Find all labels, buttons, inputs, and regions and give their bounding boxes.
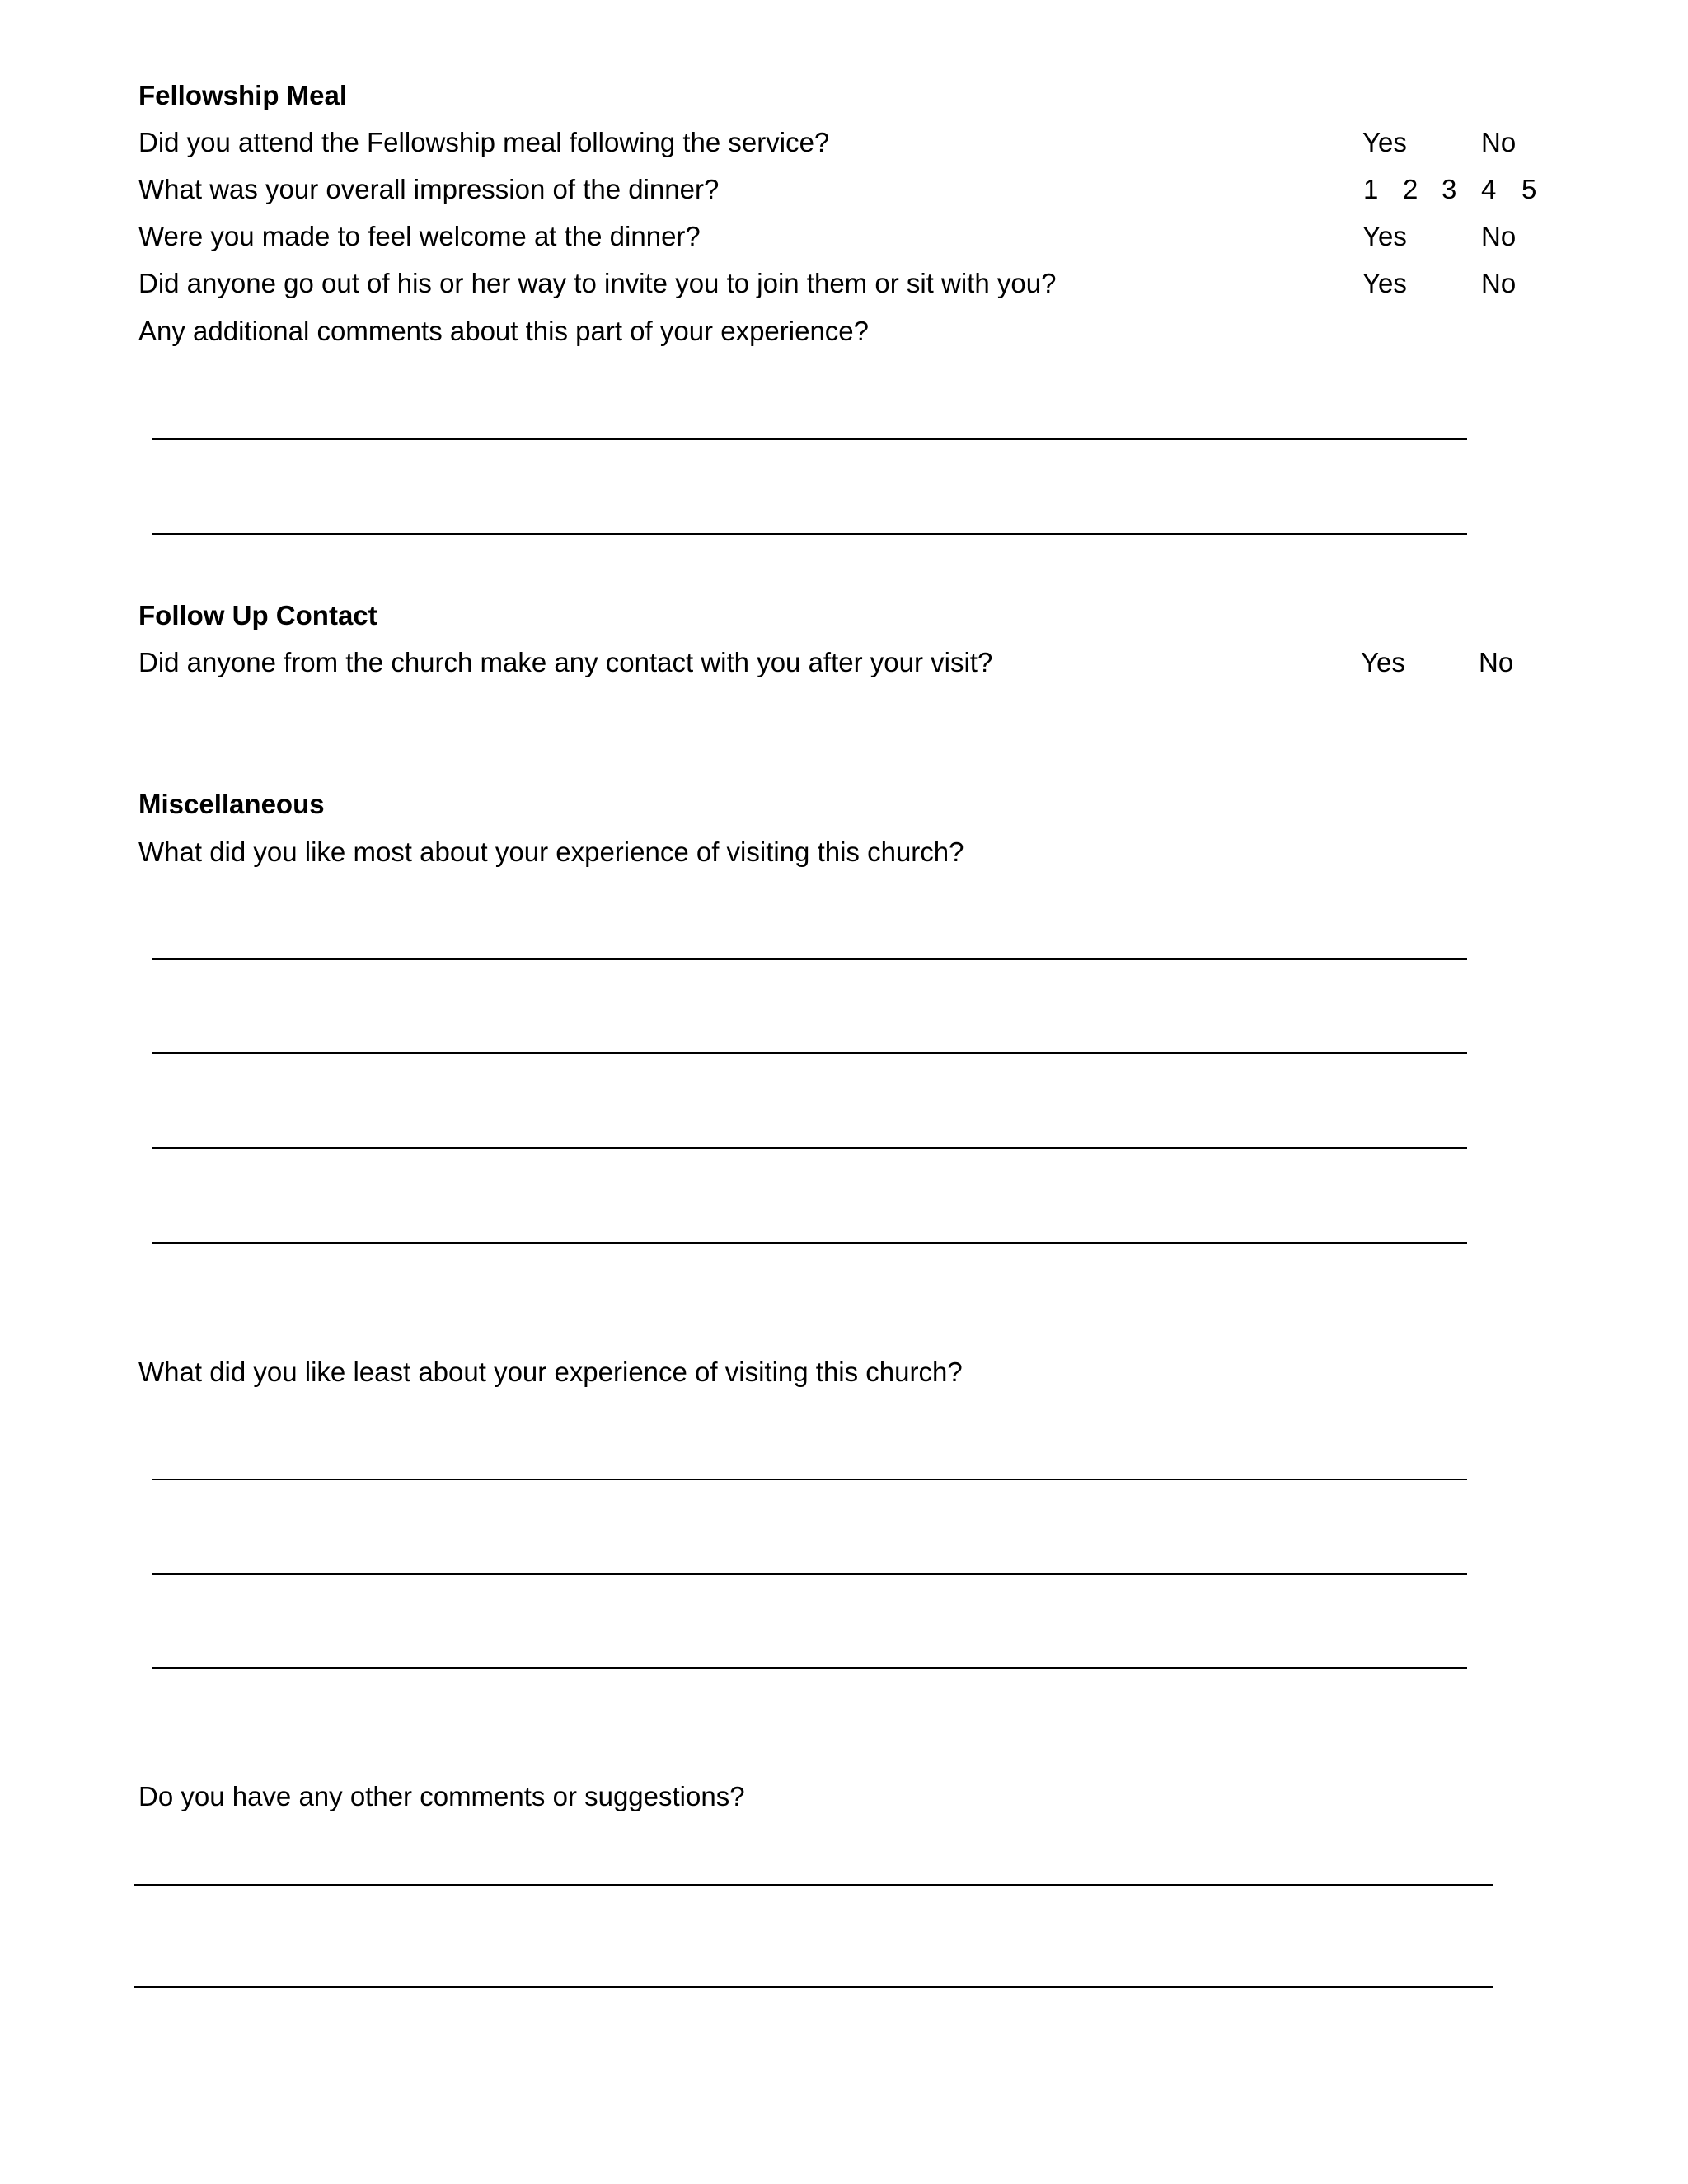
answer-yes-attend-meal[interactable]: Yes bbox=[1362, 127, 1407, 157]
rating-option-2[interactable]: 2 bbox=[1403, 174, 1418, 204]
question-follow-up-contact: Did anyone from the church make any contact with you after your visit? bbox=[138, 647, 993, 677]
rating-option-1[interactable]: 1 bbox=[1363, 174, 1379, 204]
question-liked-most: What did you like most about your experience of visiting this church? bbox=[138, 837, 964, 867]
answer-line-liked-most-2[interactable] bbox=[152, 1052, 1467, 1054]
question-other-comments: Do you have any other comments or suggestions? bbox=[138, 1781, 745, 1811]
rating-option-5[interactable]: 5 bbox=[1522, 174, 1537, 204]
answer-line-liked-least-3[interactable] bbox=[152, 1667, 1467, 1669]
answer-no-invite-to-sit[interactable]: No bbox=[1481, 268, 1517, 298]
answer-no-attend-meal[interactable]: No bbox=[1481, 127, 1517, 157]
section-heading-fellowship-meal: Fellowship Meal bbox=[138, 80, 348, 110]
section-heading-follow-up: Follow Up Contact bbox=[138, 600, 377, 630]
rating-option-3[interactable]: 3 bbox=[1442, 174, 1457, 204]
question-liked-least: What did you like least about your experience of visiting this church? bbox=[138, 1357, 963, 1387]
answer-line-liked-most-3[interactable] bbox=[152, 1147, 1467, 1149]
answer-line-liked-least-2[interactable] bbox=[152, 1573, 1467, 1575]
question-welcome-dinner: Were you made to feel welcome at the dinner? bbox=[138, 221, 701, 251]
answer-line-other-comments-2[interactable] bbox=[134, 1986, 1493, 1988]
answer-yes-welcome-dinner[interactable]: Yes bbox=[1362, 221, 1407, 251]
question-invite-to-sit: Did anyone go out of his or her way to invite you to join them or sit with you? bbox=[138, 268, 1057, 298]
answer-line-other-comments-1[interactable] bbox=[134, 1884, 1493, 1886]
answer-yes-follow-up[interactable]: Yes bbox=[1361, 647, 1405, 677]
answer-line-meal-comments-2[interactable] bbox=[152, 533, 1467, 535]
answer-line-liked-least-1[interactable] bbox=[152, 1479, 1467, 1480]
answer-line-liked-most-4[interactable] bbox=[152, 1242, 1467, 1244]
question-dinner-impression: What was your overall impression of the dinner? bbox=[138, 174, 720, 204]
question-attend-meal: Did you attend the Fellowship meal following the service? bbox=[138, 127, 830, 157]
answer-line-liked-most-1[interactable] bbox=[152, 958, 1467, 960]
question-additional-comments: Any additional comments about this part of your experience? bbox=[138, 316, 870, 346]
answer-yes-invite-to-sit[interactable]: Yes bbox=[1362, 268, 1407, 298]
answer-no-follow-up[interactable]: No bbox=[1479, 647, 1514, 677]
answer-no-welcome-dinner[interactable]: No bbox=[1481, 221, 1517, 251]
rating-option-4[interactable]: 4 bbox=[1481, 174, 1497, 204]
section-heading-miscellaneous: Miscellaneous bbox=[138, 789, 325, 819]
answer-line-meal-comments-1[interactable] bbox=[152, 438, 1467, 440]
